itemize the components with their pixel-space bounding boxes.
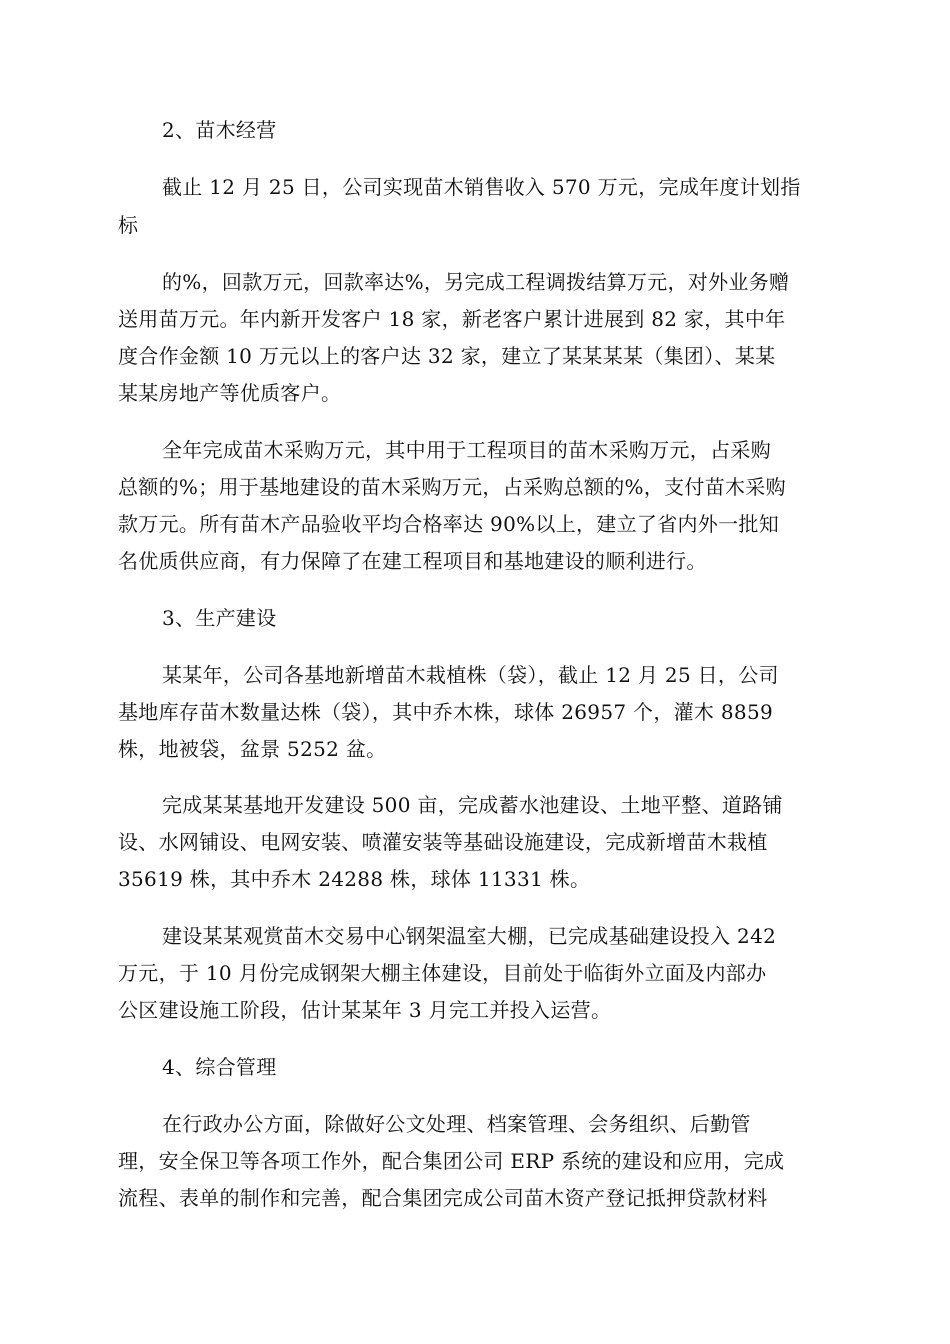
section-heading-production-construction: 3、生产建设	[162, 606, 277, 630]
paragraph-line: 基地库存苗木数量达株（袋），其中乔木株，球体 26957 个，灌木 8859	[118, 700, 773, 724]
paragraph-line: 全年完成苗木采购万元，其中用于工程项目的苗木采购万元，占采购	[162, 438, 771, 462]
paragraph-line: 截止 12 月 25 日，公司实现苗木销售收入 570 万元，完成年度计划指	[162, 175, 801, 199]
section-heading-nursery-operations: 2、苗木经营	[162, 118, 277, 142]
paragraph-line: 在行政办公方面，除做好公文处理、档案管理、会务组织、后勤管	[162, 1112, 751, 1136]
paragraph-line: 完成某某基地开发建设 500 亩，完成蓄水池建设、土地平整、道路铺	[162, 793, 783, 817]
paragraph-line: 的%，回款万元，回款率达%，另完成工程调拨结算万元，对外业务赠	[162, 270, 790, 294]
paragraph-line: 送用苗万元。年内新开发客户 18 家，新老客户累计进展到 82 家，其中年	[118, 307, 786, 331]
paragraph-line: 某某房地产等优质客户。	[118, 381, 342, 405]
paragraph-line: 标	[118, 213, 139, 237]
paragraph-line: 株，地被袋，盆景 5252 盆。	[118, 737, 387, 761]
paragraph-line: 万元，于 10 月份完成钢架大棚主体建设，目前处于临街外立面及内部办	[118, 961, 767, 985]
section-heading-general-management: 4、综合管理	[162, 1055, 277, 1079]
paragraph-line: 名优质供应商，有力保障了在建工程项目和基地建设的顺利进行。	[118, 549, 707, 573]
paragraph-line: 设、水网铺设、电网安装、喷灌安装等基础设施建设，完成新增苗木栽植	[118, 830, 768, 854]
paragraph-line: 建设某某观赏苗木交易中心钢架温室大棚，已完成基础建设投入 242	[162, 924, 777, 948]
paragraph-line: 流程、表单的制作和完善，配合集团完成公司苗木资产登记抵押贷款材料	[118, 1186, 768, 1210]
paragraph-line: 理，安全保卫等各项工作外，配合集团公司 ERP 系统的建设和应用，完成	[118, 1149, 785, 1173]
paragraph-line: 35619 株，其中乔木 24288 株，球体 11331 株。	[118, 867, 591, 891]
paragraph-line: 某某年，公司各基地新增苗木栽植株（袋），截止 12 月 25 日，公司	[162, 663, 779, 687]
paragraph-line: 度合作金额 10 万元以上的客户达 32 家，建立了某某某某（集团）、某某	[118, 344, 776, 368]
paragraph-line: 款万元。所有苗木产品验收平均合格率达 90%以上，建立了省内外一批知	[118, 512, 780, 536]
paragraph-line: 公区建设施工阶段，估计某某年 3 月完工并投入运营。	[118, 998, 612, 1022]
paragraph-line: 总额的%；用于基地建设的苗木采购万元，占采购总额的%，支付苗木采购	[118, 475, 786, 499]
